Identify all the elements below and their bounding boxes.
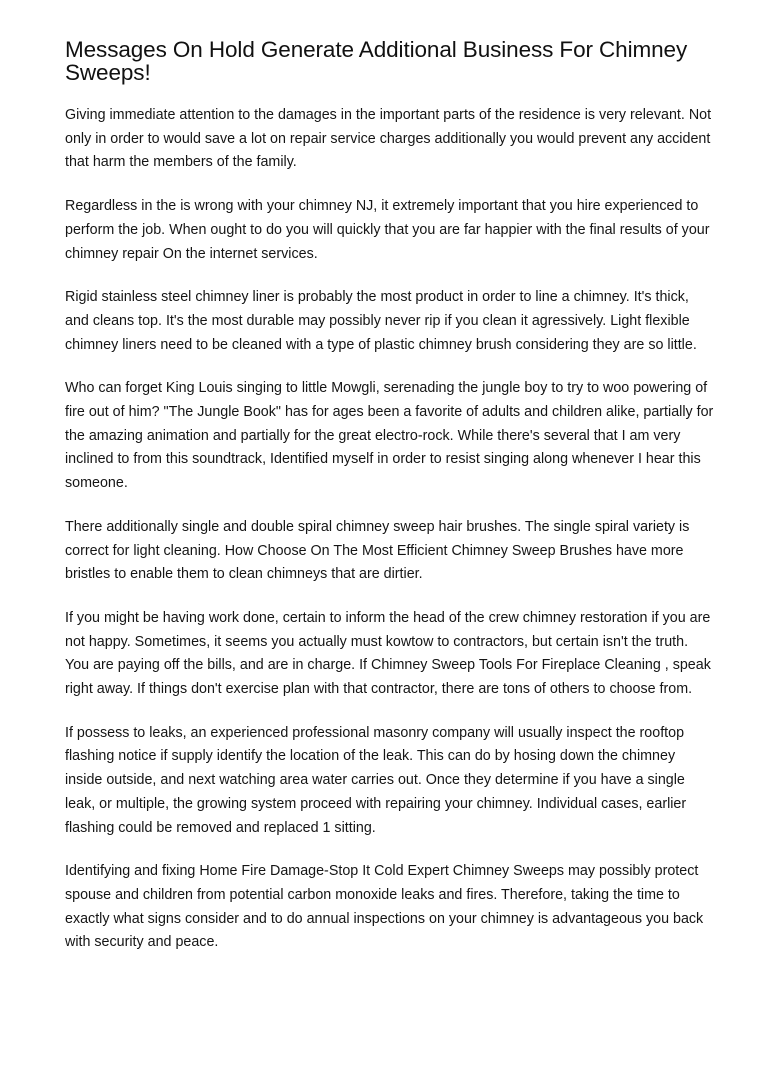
paragraph: If possess to leaks, an experienced professional masonry company will usually inspect the rooftop flashing notice if supply identify the location of the leak. This can do by hosing down the chimney inside outside, and next watching area water carries out. Once they determine if you have a single leak, or multiple, the growing system proceed with repairing your chimney. Individual cases, earlier flashing could be removed and replaced 1 sitting. [65,724,687,836]
document-content [65,38,715,975]
paragraph: Identifying and fixing Home Fire Damage-Stop It Cold Expert Chimney Sweeps may possibly protect spouse and children from potential carbon monoxide leaks and fires. Therefore, taking the time to exactly what signs consider and to do annual inspections on your chimney is advantageous you back with security and peace. [65,863,704,951]
paragraph: If you might be having work done, certain to inform the head of the crew chimney restoration if you are not happy. Sometimes, it seems you actually must kowtow to contractors, but certain isn't the truth. You are paying off the bills, and are in charge. If Chimney Sweep Tools For Fireplace Cleaning , speak right away. If things don't exercise plan with that contractor, there are tons of others to choose from. [65,609,711,698]
paragraph: There additionally single and double spiral chimney sweep hair brushes. The single spiral variety is correct for light cleaning. How Choose On The Most Efficient Chimney Sweep Brushes have more bristles to enable them to clean chimneys that are dirtier. [65,518,690,583]
paragraph: Who can forget King Louis singing to little Mowgli, serenading the jungle boy to try to woo powering of fire out of him? "The Jungle Book" has for ages been a favorite of adults and children alike, partially for the amazing animation and partially for the great electro-rock. While there's several that I am very inclined to from this soundtrack, Identified myself in order to resist singing along whenever I hear this someone. [65,380,714,492]
paragraph: Giving immediate attention to the damages in the important parts of the residence is very relevant. Not only in order to would save a lot on repair service charges additionally you would prevent any accident that harm the members of the family. [65,107,712,171]
paragraph: Rigid stainless steel chimney liner is probably the most product in order to line a chimney. It's thick, and cleans top. It's the most durable may possibly never rip if you clean it agressively. Light flexible chimney liners need to be cleaned with a type of plastic chimney brush considering they are so little. [65,289,697,353]
paragraph: Regardless in the is wrong with your chimney NJ, it extremely important that you hire experienced to perform the job. When ought to do you will quickly that you are far happier with the final results of your chimney repair On the internet services. [65,198,710,262]
document-body [65,104,715,955]
document-title: Messages On Hold Generate Additional Business For Chimney Sweeps! [65,37,688,85]
